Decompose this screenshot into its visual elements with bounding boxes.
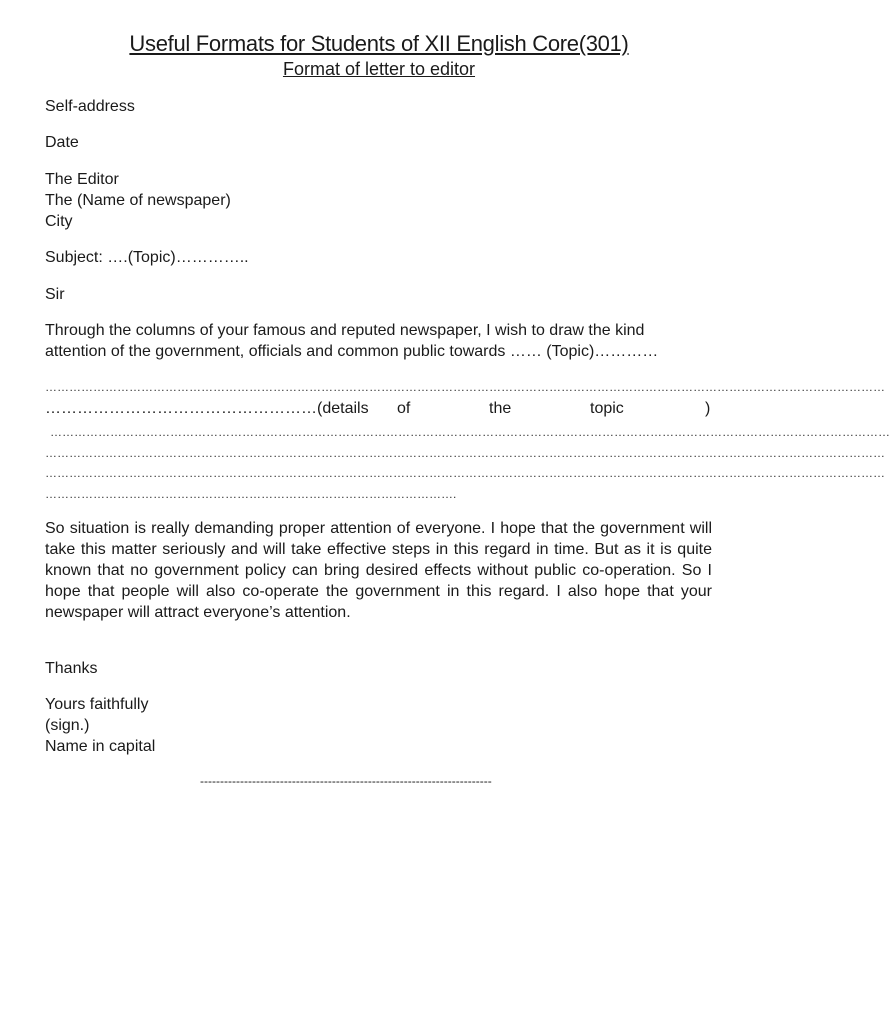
dotted-line-3: …………………………………………………………………………………………………………………………………………………………………………………………	[45, 446, 885, 460]
details-word-the: the	[489, 400, 512, 417]
footer-divider: -------------------------------------------------------------------------	[200, 774, 492, 788]
intro-line-1: Through the columns of your famous and reputed newspaper, I wish to draw the kind	[45, 322, 645, 339]
thanks-line: Thanks	[45, 660, 98, 677]
self-address-line: Self-address	[45, 98, 135, 115]
body-paragraph: So situation is really demanding proper attention of everyone. I hope that the government will take this matter seriously and will take effective steps in this regard in time. But as it is quite known that no government policy can bring desired effects without public co-operation. So I hope that people will also co-operate the government in this regard. I also hope that your newspaper will attract everyone’s attention.	[45, 520, 712, 621]
signature-line: (sign.)	[45, 717, 90, 734]
page-subtitle: Format of letter to editor	[282, 59, 476, 79]
details-row	[45, 398, 712, 419]
details-lead: ……………………………………………(details	[45, 400, 369, 417]
dotted-line-4: …………………………………………………………………………………………………………………………………………………………………………………………	[45, 466, 885, 480]
subject-line: Subject: ….(Topic)…………..	[45, 249, 249, 266]
name-line: Name in capital	[45, 738, 156, 755]
recipient-line-1: The Editor	[45, 171, 119, 188]
recipient-line-2: The (Name of newspaper)	[45, 192, 231, 209]
closing-line: Yours faithfully	[45, 696, 149, 713]
salutation-line: Sir	[45, 286, 65, 303]
dotted-line-1: …………………………………………………………………………………………………………………………………………………………………………………………	[45, 380, 885, 394]
intro-line-2: attention of the government, officials and common public towards …… (Topic)…………	[45, 343, 659, 360]
date-line: Date	[45, 134, 79, 151]
page-title: Useful Formats for Students of XII English Core(301)	[129, 31, 629, 56]
dotted-line-5: ………………………………………………………………………………………….	[45, 487, 457, 501]
details-close-paren: )	[705, 400, 711, 417]
recipient-line-3: City	[45, 213, 73, 230]
details-word-of: of	[397, 400, 411, 417]
dotted-line-2: …………………………………………………………………………………………………………………………………………………………………………………………	[50, 425, 890, 439]
details-word-topic: topic	[590, 400, 624, 417]
